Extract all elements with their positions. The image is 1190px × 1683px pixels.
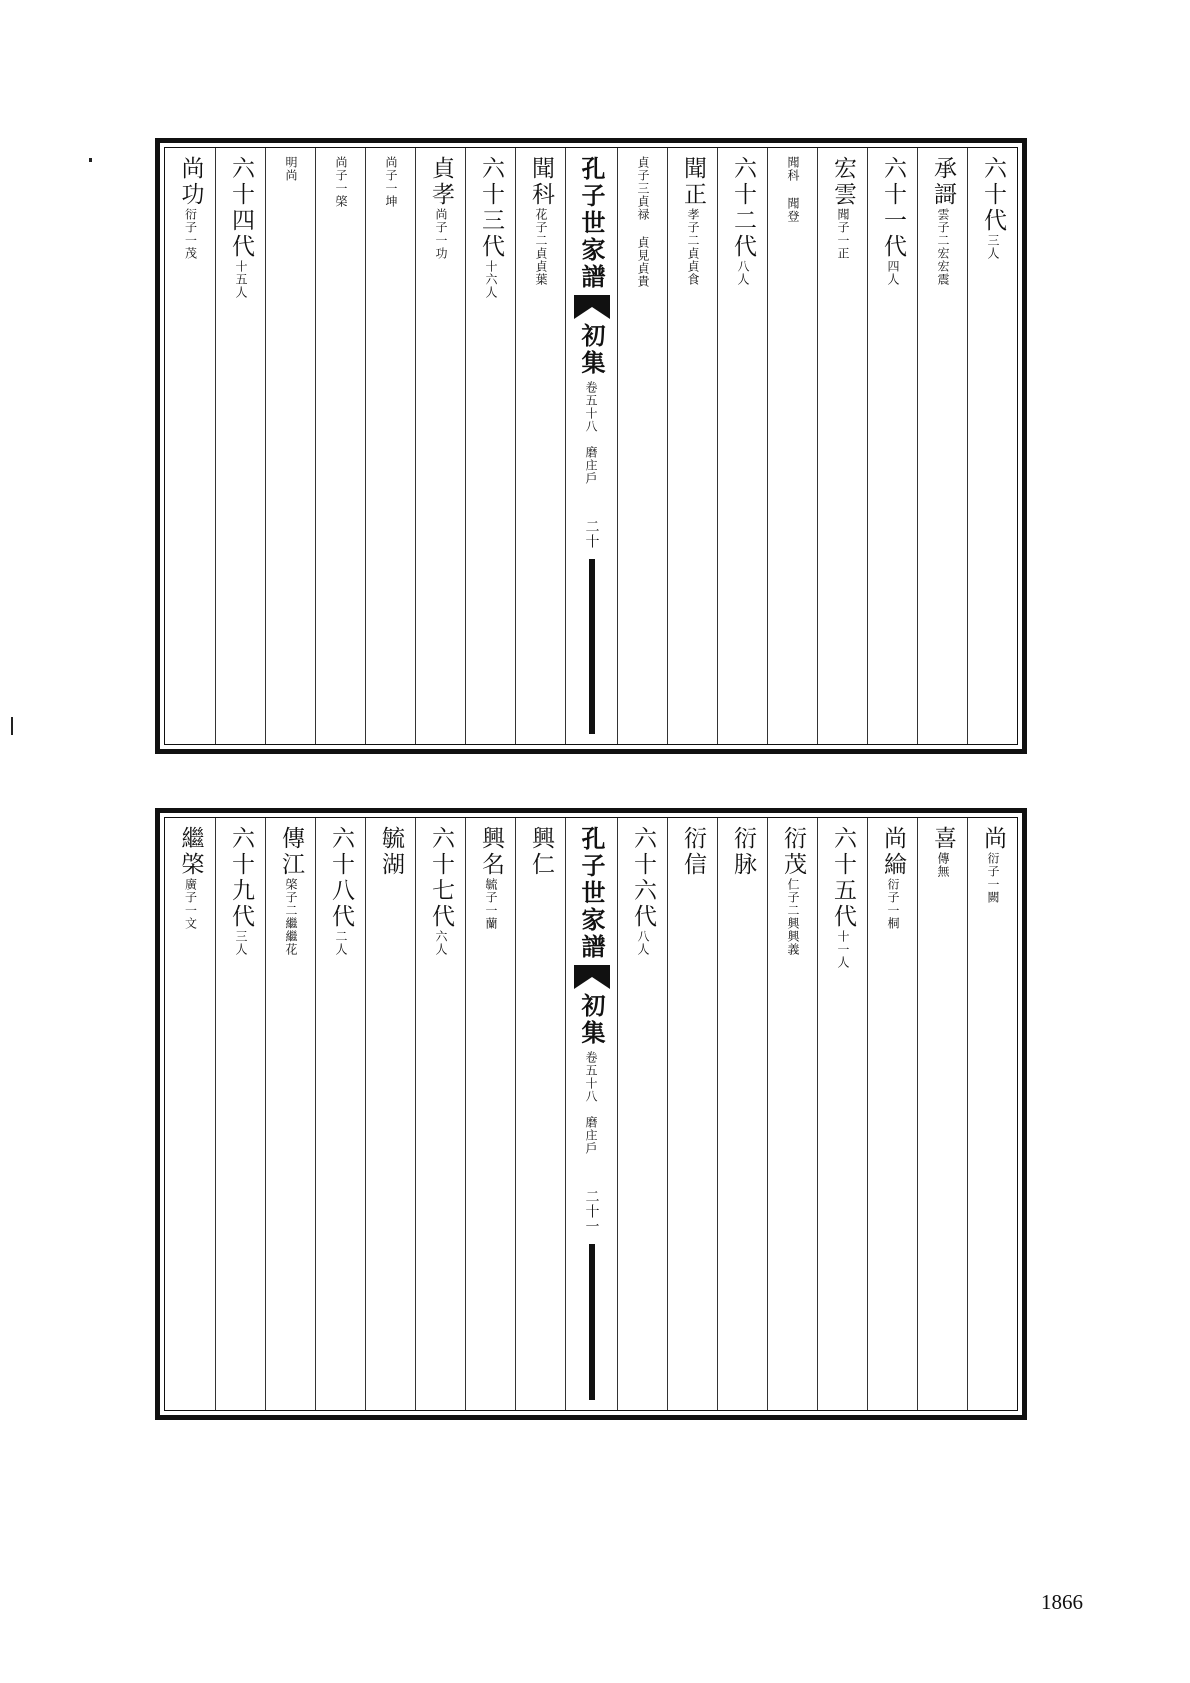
genealogy-column bbox=[415, 818, 465, 1410]
entry-note: 貞子三貞禄 貞見貞貴 bbox=[636, 156, 650, 288]
genealogy-column bbox=[515, 148, 565, 744]
genealogy-column bbox=[767, 818, 817, 1410]
scan-speck bbox=[89, 158, 92, 162]
entry-name: 六十二代 bbox=[730, 156, 756, 260]
column-text bbox=[631, 156, 654, 288]
entry-name: 貞孝 bbox=[428, 156, 454, 208]
column-text bbox=[179, 826, 202, 930]
entry-name: 六十四代 bbox=[228, 156, 254, 260]
entry-note: 尚子一功 bbox=[434, 208, 448, 260]
entry-note: 十一人 bbox=[836, 930, 850, 969]
center-bar bbox=[589, 1244, 595, 1400]
entry-note: 明尚 bbox=[284, 156, 298, 182]
column-text bbox=[781, 156, 804, 223]
entry-note: 仁子二興興義 bbox=[786, 878, 800, 956]
top-columns bbox=[164, 147, 1018, 745]
entry-note: 衍子一桐 bbox=[886, 878, 900, 930]
genealogy-column bbox=[617, 148, 667, 744]
column-text bbox=[529, 826, 552, 878]
entry-name: 尚綸 bbox=[880, 826, 906, 878]
folio-number: 二十一 bbox=[583, 1189, 600, 1234]
entry-note: 花子二貞貞葉 bbox=[534, 208, 548, 286]
column-text bbox=[329, 156, 352, 208]
genealogy-column bbox=[817, 818, 867, 1410]
entry-note: 二人 bbox=[334, 930, 348, 956]
entry-note: 四人 bbox=[886, 260, 900, 286]
column-text bbox=[479, 826, 502, 930]
entry-note: 八人 bbox=[636, 930, 650, 956]
entry-name: 尚功 bbox=[177, 156, 204, 208]
genealogy-column bbox=[617, 818, 667, 1410]
column-text bbox=[179, 156, 202, 260]
column-text bbox=[981, 156, 1004, 260]
column-text bbox=[279, 826, 302, 956]
fish-tail-mark-icon bbox=[574, 295, 610, 319]
entry-note: 衍子一茂 bbox=[183, 208, 198, 260]
column-text bbox=[931, 826, 954, 878]
genealogy-column bbox=[265, 148, 315, 744]
genealogy-column bbox=[667, 818, 717, 1410]
entry-note: 十六人 bbox=[484, 260, 498, 299]
genealogy-column bbox=[867, 818, 917, 1410]
entry-note: 三人 bbox=[986, 234, 1000, 260]
entry-name: 尚 bbox=[980, 826, 1006, 852]
genealogy-column bbox=[465, 148, 515, 744]
fish-tail-mark-icon bbox=[574, 965, 610, 989]
entry-note: 六人 bbox=[434, 930, 448, 956]
column-text bbox=[631, 826, 654, 956]
genealogy-column bbox=[967, 148, 1017, 744]
column-text bbox=[429, 156, 452, 260]
entry-name: 承謌 bbox=[930, 156, 956, 208]
genealogy-column bbox=[215, 818, 265, 1410]
entry-note: 廣子一文 bbox=[183, 878, 198, 930]
entry-name: 六十八代 bbox=[328, 826, 354, 930]
bottom-columns bbox=[164, 817, 1018, 1411]
book-title: 孔子世家譜 bbox=[577, 826, 606, 961]
entry-note: 雲子二宏宏震 bbox=[936, 208, 950, 286]
entry-name: 喜 bbox=[930, 826, 956, 852]
column-text bbox=[731, 156, 754, 286]
column-text bbox=[279, 156, 302, 182]
entry-note: 傳無 bbox=[936, 852, 950, 878]
bottom-genealogy-panel bbox=[155, 808, 1027, 1420]
entry-name: 衍茂 bbox=[780, 826, 806, 878]
column-text bbox=[831, 156, 854, 260]
column-text bbox=[981, 826, 1004, 904]
volume-label: 初集 bbox=[577, 323, 606, 377]
column-text bbox=[379, 826, 402, 878]
entry-name: 六十九代 bbox=[228, 826, 254, 930]
entry-name: 六十代 bbox=[980, 156, 1006, 234]
entry-name: 六十一代 bbox=[880, 156, 906, 260]
entry-name: 六十五代 bbox=[830, 826, 856, 930]
top-genealogy-panel bbox=[155, 138, 1027, 754]
entry-name: 衍脉 bbox=[730, 826, 756, 878]
entry-note: 棨子二繼繼花 bbox=[284, 878, 298, 956]
center-title-column bbox=[565, 818, 617, 1410]
entry-note: 八人 bbox=[736, 260, 750, 286]
entry-name: 六十六代 bbox=[630, 826, 656, 930]
column-text bbox=[781, 826, 804, 956]
entry-name: 傳江 bbox=[278, 826, 304, 878]
genealogy-column bbox=[515, 818, 565, 1410]
genealogy-column bbox=[717, 818, 767, 1410]
genealogy-column bbox=[465, 818, 515, 1410]
column-text bbox=[229, 826, 252, 956]
genealogy-column bbox=[867, 148, 917, 744]
genealogy-column bbox=[265, 818, 315, 1410]
entry-name: 繼棨 bbox=[177, 826, 204, 878]
entry-note: 衍子一闕 bbox=[986, 852, 1000, 904]
column-text bbox=[731, 826, 754, 878]
entry-name: 毓湖 bbox=[378, 826, 404, 878]
genealogy-column bbox=[667, 148, 717, 744]
entry-name: 六十三代 bbox=[478, 156, 504, 260]
column-text bbox=[429, 826, 452, 956]
column-text bbox=[479, 156, 502, 299]
genealogy-column bbox=[165, 818, 215, 1410]
genealogy-column bbox=[415, 148, 465, 744]
entry-name: 衍信 bbox=[680, 826, 706, 878]
column-text bbox=[881, 826, 904, 930]
entry-note: 尚子一坤 bbox=[384, 156, 398, 208]
entry-name: 六十七代 bbox=[428, 826, 454, 930]
genealogy-column bbox=[967, 818, 1017, 1410]
entry-name: 宏雲 bbox=[830, 156, 856, 208]
column-text bbox=[831, 826, 854, 969]
genealogy-column bbox=[817, 148, 867, 744]
center-title-column bbox=[565, 148, 617, 744]
genealogy-column bbox=[767, 148, 817, 744]
column-text bbox=[229, 156, 252, 299]
column-text bbox=[329, 826, 352, 956]
entry-name: 聞正 bbox=[680, 156, 706, 208]
genealogy-column bbox=[215, 148, 265, 744]
page-number: 1866 bbox=[1041, 1590, 1083, 1614]
entry-name: 興名 bbox=[478, 826, 504, 878]
genealogy-column bbox=[365, 818, 415, 1410]
entry-note: 十五人 bbox=[234, 260, 248, 299]
genealogy-column bbox=[365, 148, 415, 744]
entry-note: 尚子一棨 bbox=[334, 156, 348, 208]
entry-note: 孝子二貞貞食 bbox=[686, 208, 700, 286]
column-text bbox=[681, 156, 704, 286]
column-text bbox=[881, 156, 904, 286]
column-text bbox=[681, 826, 704, 878]
genealogy-column bbox=[717, 148, 767, 744]
column-text bbox=[379, 156, 402, 208]
entry-note: 聞科 聞登 bbox=[786, 156, 800, 223]
genealogy-column bbox=[315, 818, 365, 1410]
genealogy-column bbox=[917, 818, 967, 1410]
column-text bbox=[529, 156, 552, 286]
chapter-subtitle: 卷五十八 磨庄戶 bbox=[584, 381, 598, 485]
volume-label: 初集 bbox=[577, 993, 606, 1047]
column-text bbox=[931, 156, 954, 286]
genealogy-column bbox=[165, 148, 215, 744]
chapter-subtitle: 卷五十八 磨庄戶 bbox=[584, 1051, 598, 1155]
genealogy-column bbox=[315, 148, 365, 744]
entry-note: 毓子一蘭 bbox=[484, 878, 498, 930]
scan-speck bbox=[11, 717, 13, 735]
entry-note: 聞子一正 bbox=[836, 208, 850, 260]
genealogy-column bbox=[917, 148, 967, 744]
center-bar bbox=[589, 559, 595, 734]
entry-name: 聞科 bbox=[528, 156, 554, 208]
folio-number: 二十 bbox=[583, 519, 600, 549]
entry-note: 三人 bbox=[234, 930, 248, 956]
entry-name: 興仁 bbox=[528, 826, 554, 878]
book-title: 孔子世家譜 bbox=[577, 156, 606, 291]
